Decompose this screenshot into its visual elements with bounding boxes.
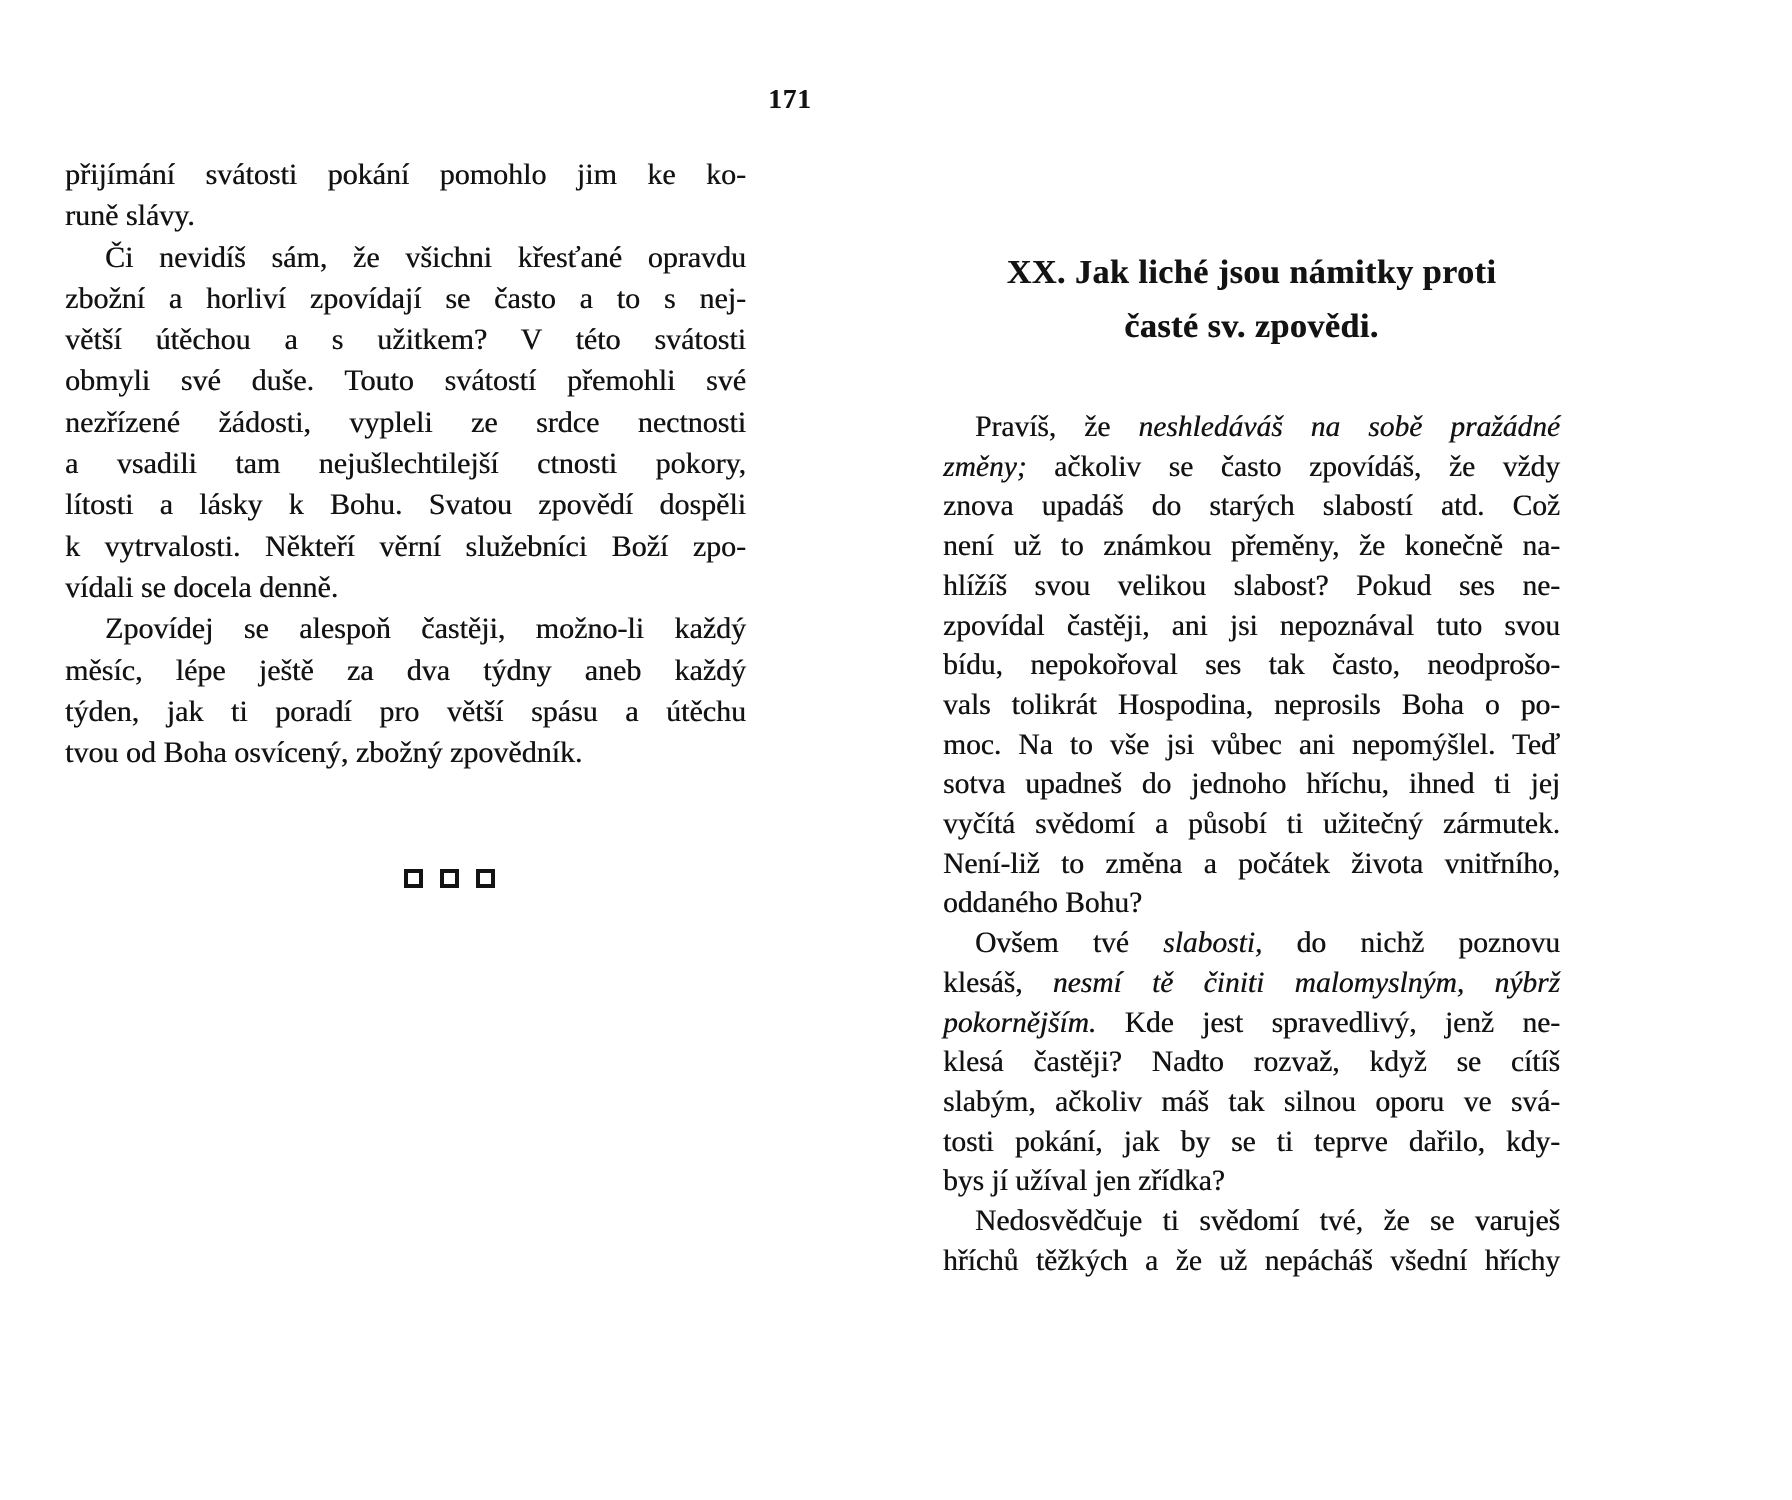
body-text: klesá častěji? Nadto rozvaž, když se cítíš [943, 1046, 1560, 1079]
body-text: Ovšem tvé [975, 927, 1164, 960]
right-page-column [943, 246, 1560, 1281]
paragraph [943, 408, 1560, 924]
text-line [943, 1123, 1560, 1163]
body-text: slabým, ačkoliv máš tak silnou oporu ve svá- [943, 1085, 1560, 1118]
text-line [943, 924, 1560, 964]
body-text: hříchů těžkých a že už nepácháš všední hříchy [943, 1244, 1560, 1277]
body-text: vyčítá svědomí a působí ti užitečný zármutek. [943, 808, 1560, 841]
body-text: sotva upadneš do jednoho hříchu, ihned ti jej [943, 768, 1560, 801]
text-line [943, 1202, 1560, 1242]
body-text: vals tolikrát Hospodina, neprosils Boha o po- [943, 688, 1560, 721]
text-line [943, 1004, 1560, 1044]
paragraph [65, 154, 746, 237]
body-text: bys jí užíval jen zřídka? [943, 1165, 1225, 1198]
text-line [943, 964, 1560, 1004]
text-line [65, 650, 746, 691]
body-text: oddaného Bohu? [943, 887, 1143, 920]
text-line [65, 732, 746, 773]
paragraph [65, 608, 746, 773]
text-line [65, 567, 746, 608]
body-text: ačkoliv se často zpovídáš, že vždy [1026, 450, 1560, 483]
text-line [943, 1083, 1560, 1123]
text-line [65, 443, 746, 484]
section-end-ornament [404, 869, 495, 888]
italic-text: nesmí tě činiti malomyslným, nýbrž [1052, 966, 1560, 999]
body-text: klesáš, [943, 966, 1053, 999]
body-text: větší útěchou a s užitkem? V této svátosti [65, 323, 746, 357]
text-line [65, 526, 746, 567]
body-text: Nedosvědčuje ti svědomí tvé, že se varuješ [975, 1205, 1560, 1238]
text-line [65, 278, 746, 319]
body-text: nezřízené žádosti, vypleli ze srdce nectnosti [65, 405, 746, 439]
text-line [943, 765, 1560, 805]
italic-text: neshledáváš na sobě pražádné [1138, 411, 1560, 443]
chapter-heading-line2: časté sv. zpovědi. [1124, 308, 1379, 345]
body-text: není už to známkou přeměny, že konečně na- [943, 530, 1560, 563]
body-text: Zpovídej se alespoň častěji, možno-li každý [105, 612, 746, 646]
body-text: vídali se docela denně. [65, 570, 339, 604]
text-line [943, 726, 1560, 766]
chapter-heading [943, 246, 1560, 354]
text-line [65, 691, 746, 732]
text-line [943, 527, 1560, 567]
body-text: lítosti a lásky k Bohu. Svatou zpovědí dospěli [65, 488, 746, 522]
body-text: zbožní a horliví zpovídají se často a to s nej- [65, 281, 746, 315]
text-line [943, 1162, 1560, 1202]
body-text: obmyli své duše. Touto svátostí přemohli své [65, 364, 746, 398]
body-text: k vytrvalosti. Někteří věrní služebníci Boží zpo- [65, 529, 746, 563]
paragraph [943, 924, 1560, 1202]
body-text: měsíc, lépe ještě za dva týdny aneb každý [65, 653, 746, 687]
body-text: přijímání svátosti pokání pomohlo jim ke ko- [65, 158, 746, 191]
body-text: Či nevidíš sám, že všichni křesťané opravdu [105, 240, 746, 274]
text-line [65, 237, 746, 278]
text-line [943, 805, 1560, 845]
text-line [943, 408, 1560, 448]
ornament-square-icon [476, 869, 495, 888]
paragraph [943, 1202, 1560, 1281]
body-text: do nichž poznovu [1262, 927, 1560, 960]
italic-text: pokornějším. [943, 1006, 1097, 1039]
text-line [943, 646, 1560, 686]
text-line [65, 608, 746, 649]
body-text: moc. Na to vše jsi vůbec ani nepomýšlel. Teď [943, 728, 1560, 761]
text-line [943, 884, 1560, 924]
body-text: hlížíš svou velikou slabost? Pokud ses ne- [943, 569, 1560, 602]
text-line [943, 1242, 1560, 1282]
text-line [65, 484, 746, 525]
text-line [943, 1043, 1560, 1083]
body-text: Kde jest spravedlivý, jenž ne- [1096, 1006, 1560, 1039]
text-line [943, 607, 1560, 647]
body-text: bídu, nepokořoval ses tak často, neodprošo- [943, 649, 1560, 682]
left-page-text-column [65, 154, 746, 773]
ornament-square-icon [404, 869, 423, 888]
chapter-heading-line1: XX. Jak liché jsou námitky proti [1006, 254, 1497, 291]
body-text: runě slávy. [65, 199, 195, 233]
italic-text: změny; [943, 450, 1027, 483]
text-line [943, 448, 1560, 488]
text-line [65, 360, 746, 401]
text-line [65, 402, 746, 443]
text-line [943, 686, 1560, 726]
italic-text: slabosti, [1163, 927, 1263, 960]
body-text: znova upadáš do starých slabostí atd. Což [943, 490, 1560, 523]
text-line [65, 319, 746, 360]
text-line [943, 567, 1560, 607]
text-line [65, 154, 746, 195]
body-text: zpovídal častěji, ani jsi nepoznával tuto svou [943, 609, 1560, 642]
paragraph [65, 237, 746, 609]
text-line [65, 195, 746, 236]
right-page-text [943, 408, 1560, 1281]
text-line [943, 845, 1560, 885]
text-line [943, 487, 1560, 527]
page-number: 171 [768, 84, 812, 114]
body-text: a vsadili tam nejušlechtilejší ctnosti pokory, [65, 447, 746, 481]
body-text: tosti pokání, jak by se ti teprve dařilo, kdy- [943, 1125, 1560, 1158]
body-text: Není-liž to změna a počátek života vnitřního, [943, 847, 1560, 880]
body-text: Pravíš, že [975, 411, 1139, 443]
body-text: týden, jak ti poradí pro větší spásu a útěchu [65, 694, 746, 728]
body-text: tvou od Boha osvícený, zbožný zpovědník. [65, 736, 583, 770]
ornament-square-icon [440, 869, 459, 888]
